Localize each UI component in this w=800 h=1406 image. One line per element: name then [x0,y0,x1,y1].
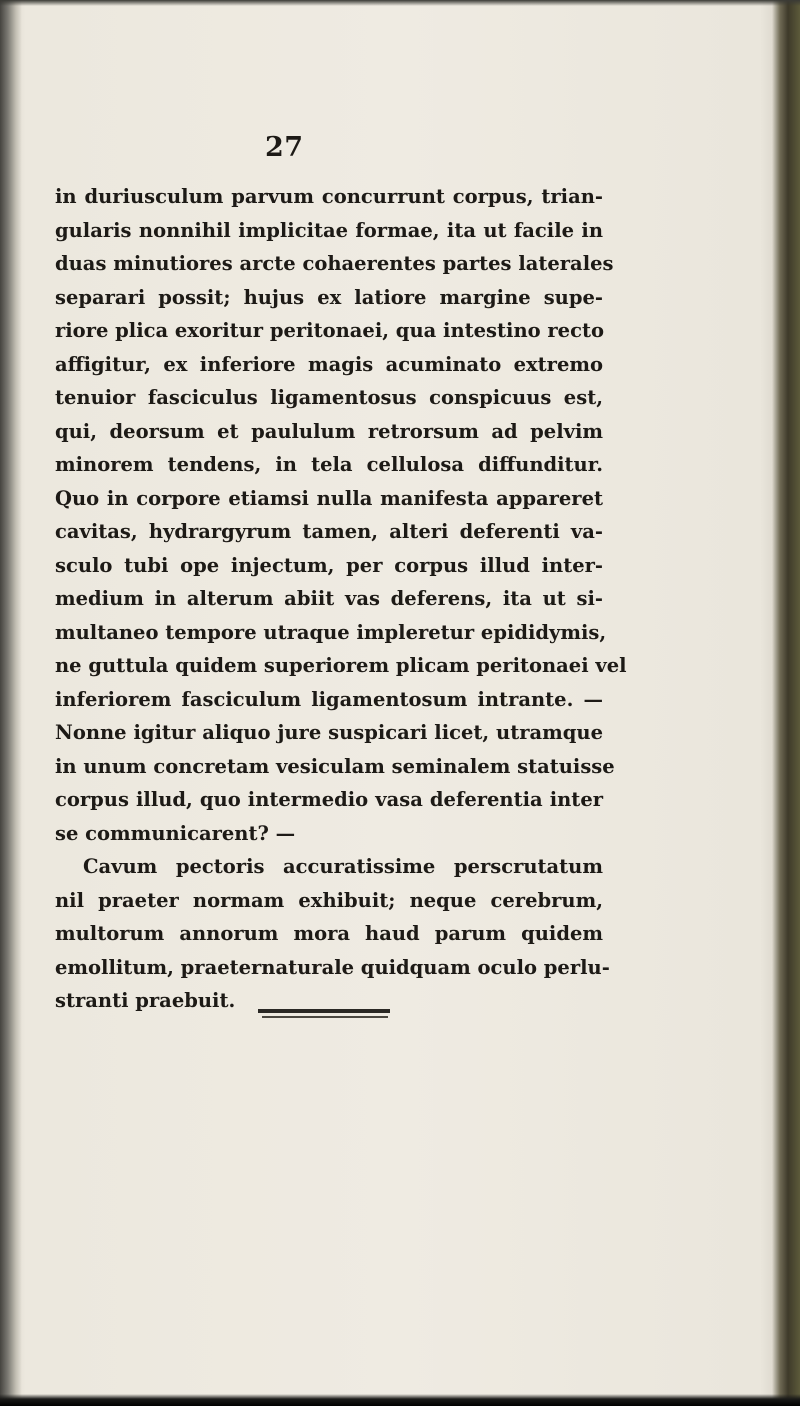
text-line: sculo tubi ope injectum, per corpus illud inter- [55,553,603,577]
text-line: multorum annorum mora haud parum quidem [55,922,603,945]
text-line: duas minutiores arcte cohaerentes partes laterales [55,252,614,275]
page-bottom-edge [0,1394,800,1406]
text-line: in duriusculum parvum concurrunt corpus, trian- [55,185,603,208]
page-top-edge [0,0,800,6]
paragraph-2 [55,850,610,1018]
text-line: ne guttula quidem superiorem plicam peritonaei vel [55,654,627,677]
text-line: emollitum, praeternaturale quidquam oculo perlu- [55,955,610,979]
text-line: in unum concretam vesiculam seminalem statuisse [55,754,615,778]
page-edge-shadow [772,0,800,1406]
text-line: separari possit; hujus ex latiore margine supe- [55,285,603,309]
text-line: Nonne igitur aliquo jure suspicari licet, utramque [55,721,603,744]
page-number: 27 [265,132,304,163]
text-line: stranti praebuit. [55,989,236,1012]
text-line: nil praeter normam exhibuit; neque cerebrum, [55,888,603,912]
text-line: gularis nonnihil implicitae formae, ita ut facile in [55,218,603,242]
text-line: tenuior fasciculus ligamentosus conspicuus est, [55,386,603,409]
text-line: qui, deorsum et paululum retrorsum ad pelvim [55,419,603,443]
text-line: multaneo tempore utraque impleretur epididymis, [55,620,607,644]
text-line: corpus illud, quo intermedio vasa deferentia inter [55,788,603,811]
end-rule [258,1009,390,1013]
text-line: Quo in corpore etiamsi nulla manifesta appareret [55,486,603,510]
text-line: se communicarent? — [55,821,296,845]
body-text [55,180,627,1018]
text-line: minorem tendens, in tela cellulosa diffunditur. [55,453,603,476]
text-line: riore plica exoritur peritonaei, qua intestino recto [55,319,604,342]
text-line: inferiorem fasciculum ligamentosum intrante. — [55,687,603,711]
paragraph-1 [55,180,627,850]
page-gutter-shadow [0,0,22,1406]
text-line: affigitur, ex inferiore magis acuminato extremo [55,352,603,376]
text-line: Cavum pectoris accuratissime perscrutatum [83,855,603,878]
text-line: medium in alterum abiit vas deferens, ita ut si- [55,587,603,610]
end-rule-thin [262,1016,388,1018]
text-line: cavitas, hydrargyrum tamen, alteri deferenti va- [55,520,603,543]
